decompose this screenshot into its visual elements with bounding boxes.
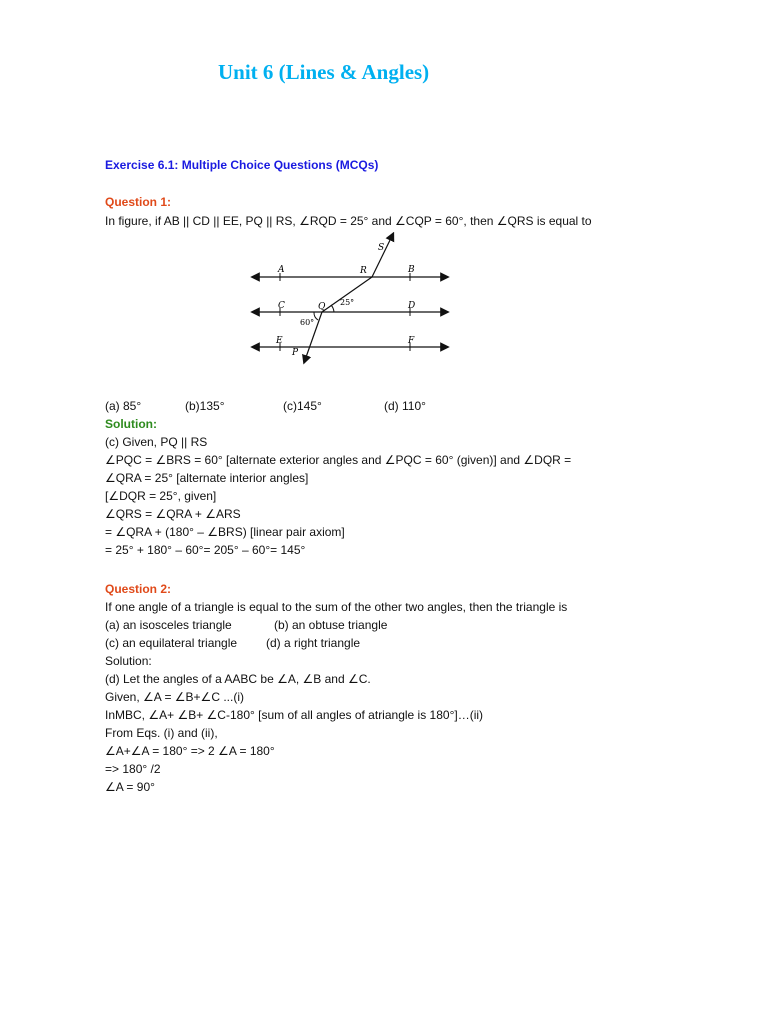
option-b: (b)135°	[185, 399, 225, 413]
solution-1-line: (c) Given, PQ || RS	[105, 435, 208, 449]
option-a: (a) 85°	[105, 399, 142, 413]
label-a: A	[278, 265, 285, 275]
exercise-heading: Exercise 6.1: Multiple Choice Questions (MCQs)	[105, 158, 379, 172]
label-p: P	[292, 348, 299, 358]
solution-2-line: (d) Let the angles of a AABC be ∠A, ∠B and ∠C.	[105, 672, 371, 686]
lines-angles-figure	[250, 232, 450, 367]
solution-2-line: ∠A+∠A = 180° => 2 ∠A = 180°	[105, 744, 275, 758]
label-25deg: 25°	[340, 298, 355, 307]
label-s: S	[378, 243, 385, 253]
solution-2-line: => 180° /2	[105, 762, 161, 776]
label-r: R	[360, 266, 367, 276]
option-d: (d) 110°	[384, 399, 426, 413]
solution-1-line: = ∠QRA + (180° – ∠BRS) [linear pair axiom]	[105, 525, 345, 539]
page-title: Unit 6 (Lines & Angles)	[218, 60, 430, 84]
solution-2-line: ∠A = 90°	[105, 780, 155, 794]
solution-1-line: ∠PQC = ∠BRS = 60° [alternate exterior angles and ∠PQC = 60° (given)] and ∠DQR =	[105, 453, 572, 467]
label-d: D	[408, 301, 416, 311]
q2-option-a: (a) an isosceles triangle	[105, 618, 232, 632]
q2-option-d: (d) a right triangle	[266, 636, 361, 650]
label-f: F	[408, 336, 415, 346]
question-1-label: Question 1:	[105, 195, 172, 209]
solution-2-line: Solution:	[105, 654, 152, 668]
solution-1-line: [∠DQR = 25°, given]	[105, 489, 217, 503]
solution-1-line: ∠QRA = 25° [alternate interior angles]	[105, 471, 309, 485]
label-60deg: 60°	[300, 318, 315, 327]
label-q: Q	[318, 302, 326, 312]
solution-1-label: Solution:	[105, 417, 157, 431]
label-b: B	[408, 265, 415, 275]
option-c: (c)145°	[283, 399, 322, 413]
question-2-text: If one angle of a triangle is equal to the sum of the other two angles, then the triangle is	[105, 600, 568, 614]
label-e: E	[276, 336, 283, 346]
q2-option-b: (b) an obtuse triangle	[274, 618, 388, 632]
solution-2-line: Given, ∠A = ∠B+∠C ...(i)	[105, 690, 244, 704]
solution-1-line: ∠QRS = ∠QRA + ∠ARS	[105, 507, 241, 521]
solution-1-line: = 25° + 180° – 60°= 205° – 60°= 145°	[105, 543, 306, 557]
solution-2-line: InMBC, ∠A+ ∠B+ ∠C-180° [sum of all angles of atriangle is 180°]…(ii)	[105, 708, 484, 722]
label-c: C	[278, 301, 285, 311]
q2-option-c: (c) an equilateral triangle	[105, 636, 238, 650]
question-2-label: Question 2:	[105, 582, 172, 596]
solution-2-line: From Eqs. (i) and (ii),	[105, 726, 218, 740]
question-1-text: In figure, if AB || CD || EE, PQ || RS, ∠RQD = 25° and ∠CQP = 60°, then ∠QRS is equal to	[105, 214, 592, 228]
